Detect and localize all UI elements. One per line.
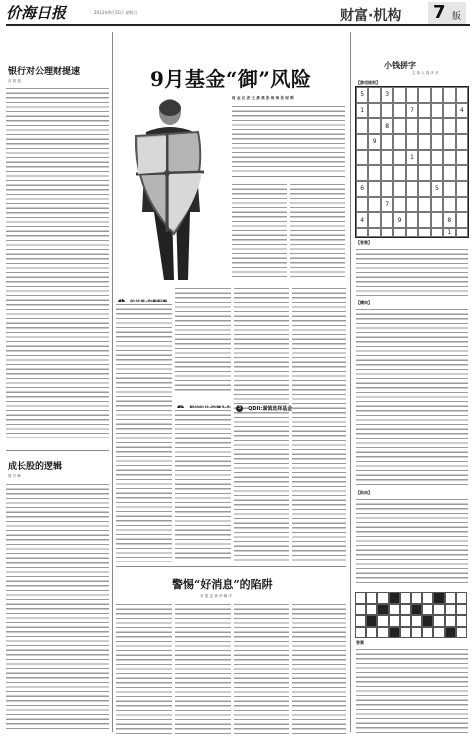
sudoku-cell[interactable] (393, 87, 405, 103)
sudoku-cell[interactable] (456, 165, 468, 181)
game-rules-label: 【游戏规则】 (356, 80, 380, 85)
sudoku-cell[interactable]: 8 (381, 118, 393, 134)
sudoku-cell[interactable] (393, 165, 405, 181)
sudoku-cell[interactable] (368, 103, 380, 119)
banner-title: 小钱拼字 (384, 60, 416, 70)
down-body (356, 497, 468, 585)
sudoku-cell[interactable] (418, 212, 430, 228)
sudoku-cell[interactable]: 9 (393, 212, 405, 228)
crossword-cell (433, 604, 444, 616)
sudoku-cell[interactable] (418, 165, 430, 181)
article1-byline: 晋 鸿 超 (8, 79, 21, 83)
sudoku-cell[interactable]: 1 (356, 103, 368, 119)
paper-name: 价海日报 (6, 4, 67, 22)
sudoku-cell[interactable] (456, 150, 468, 166)
sudoku-cell[interactable] (418, 181, 430, 197)
crossword-cell (433, 615, 444, 627)
feature-col2-top (175, 286, 231, 394)
sudoku-cell[interactable] (393, 181, 405, 197)
sudoku-cell[interactable] (368, 181, 380, 197)
sudoku-cell[interactable]: 9 (368, 134, 380, 150)
sudoku-cell[interactable] (456, 212, 468, 228)
section-title: 财富·机构 (340, 8, 402, 24)
crossword-cell (411, 604, 422, 616)
sudoku-cell[interactable] (368, 228, 380, 237)
crossword-cell (411, 592, 422, 604)
bottom-col4 (292, 602, 346, 734)
answer-label: 【答案】 (356, 240, 372, 245)
sudoku-cell[interactable] (431, 197, 443, 213)
sudoku-cell[interactable] (406, 181, 418, 197)
sudoku-cell[interactable] (356, 197, 368, 213)
crossword-cell (355, 627, 366, 639)
crossword-cell (389, 615, 400, 627)
crossword-cell (377, 627, 388, 639)
crossword-cell (389, 627, 400, 639)
sudoku-cell[interactable] (406, 228, 418, 237)
feature-col1-body (116, 302, 172, 562)
shield-illustration (116, 92, 228, 282)
feature-col3-body (234, 286, 289, 562)
sudoku-cell[interactable] (456, 87, 468, 103)
masthead-rule (6, 24, 470, 26)
column-separator-right (350, 32, 351, 732)
sudoku-cell[interactable] (443, 87, 455, 103)
crossword-cell (400, 615, 411, 627)
crossword-cell (445, 627, 456, 639)
sudoku-cell[interactable] (368, 197, 380, 213)
sudoku-cell[interactable] (418, 150, 430, 166)
crossword-cell (456, 592, 467, 604)
crossword-cell (400, 592, 411, 604)
sudoku-cell[interactable] (381, 150, 393, 166)
sudoku-cell[interactable] (443, 181, 455, 197)
sudoku-cell[interactable]: 7 (406, 103, 418, 119)
across-label: 【横向】 (356, 300, 372, 305)
bottom-col3 (234, 602, 289, 734)
sudoku-cell[interactable] (381, 181, 393, 197)
sudoku-cell[interactable]: 1 (406, 150, 418, 166)
crossword-cell (377, 604, 388, 616)
sudoku-cell[interactable] (456, 197, 468, 213)
masthead (0, 0, 476, 28)
sudoku-cell[interactable]: 4 (456, 103, 468, 119)
sudoku-cell[interactable] (381, 165, 393, 181)
left-column (6, 32, 109, 732)
down-label: 【纵向】 (356, 490, 372, 495)
sudoku-cell[interactable] (356, 228, 368, 237)
crossword-answer-text (356, 647, 468, 733)
game-banner (356, 58, 468, 78)
crossword-cell (355, 592, 366, 604)
sudoku-cell[interactable] (443, 150, 455, 166)
sudoku-cell[interactable] (431, 103, 443, 119)
crossword-answer-grid (355, 592, 467, 638)
crossword-cell (400, 604, 411, 616)
sudoku-cell[interactable] (393, 103, 405, 119)
crossword-cell (389, 592, 400, 604)
crossword-cell (422, 627, 433, 639)
crossword-cell (389, 604, 400, 616)
article2-title: 成长股的逻辑 (8, 462, 63, 472)
sudoku-cell[interactable]: 5 (431, 181, 443, 197)
sudoku-cell[interactable] (418, 87, 430, 103)
sudoku-cell[interactable] (356, 118, 368, 134)
crossword-cell (411, 627, 422, 639)
sudoku-cell[interactable] (368, 165, 380, 181)
crossword-cell (377, 615, 388, 627)
sub3 (236, 398, 292, 417)
crossword-cell (456, 604, 467, 616)
sub3-title: QDII:谨慎选择基金 (248, 406, 293, 412)
feature-headline: 9月基金“御”风险 (150, 67, 312, 91)
crossword-cell (422, 592, 433, 604)
crossword-cell (377, 592, 388, 604)
bottom-col2 (175, 602, 231, 734)
sudoku-cell[interactable] (418, 228, 430, 237)
sudoku-cell[interactable] (456, 228, 468, 237)
feature-intro-rule (232, 176, 345, 177)
crossword-cell (366, 592, 377, 604)
sudoku-cell[interactable] (418, 103, 430, 119)
sudoku-cell[interactable] (431, 150, 443, 166)
sudoku-cell[interactable]: 1 (443, 228, 455, 237)
crossword-cell (366, 615, 377, 627)
bottom-headline: 警惕“好消息”的陷阱 (172, 578, 273, 591)
sudoku-cell[interactable] (431, 118, 443, 134)
crossword-cell (355, 615, 366, 627)
crossword-cell (445, 592, 456, 604)
page-unit: 版 (452, 12, 462, 22)
article1-body (6, 86, 109, 438)
sub3-number-icon: 3 (237, 405, 242, 411)
sudoku-cell[interactable] (443, 103, 455, 119)
bottom-col1 (116, 602, 172, 734)
sudoku-cell[interactable] (368, 212, 380, 228)
crossword-cell (445, 615, 456, 627)
sudoku-cell[interactable] (443, 118, 455, 134)
sudoku-cell[interactable] (368, 150, 380, 166)
date-line: 2013年9月15日 星期日 (94, 10, 138, 15)
sudoku-cell[interactable]: 8 (443, 212, 455, 228)
crossword-cell (422, 604, 433, 616)
sudoku-cell[interactable] (393, 150, 405, 166)
sudoku-cell[interactable] (368, 118, 380, 134)
feature-col4-body (292, 286, 346, 562)
feature-col4-top (290, 182, 345, 280)
sudoku-cell[interactable]: 4 (356, 212, 368, 228)
sudoku-cell[interactable] (368, 87, 380, 103)
sudoku-cell[interactable] (456, 181, 468, 197)
sudoku-cell[interactable]: 3 (381, 87, 393, 103)
crossword-cell (366, 604, 377, 616)
sudoku-cell[interactable] (356, 150, 368, 166)
page-number-box (428, 2, 466, 24)
man-with-shield-icon (116, 92, 228, 282)
sudoku-cell[interactable] (381, 228, 393, 237)
sudoku-cell[interactable] (381, 134, 393, 150)
sudoku-cell[interactable]: 5 (356, 87, 368, 103)
sudoku-cell[interactable] (406, 118, 418, 134)
sudoku-cell[interactable] (443, 134, 455, 150)
feature-col3-top (232, 182, 287, 280)
left-divider (6, 450, 109, 451)
sudoku-cell[interactable] (406, 165, 418, 181)
sudoku-cell[interactable] (443, 197, 455, 213)
sudoku-cell[interactable] (456, 118, 468, 134)
banner-sub: 主 持 人 钱 多 多 (412, 71, 439, 75)
sudoku-cell[interactable]: 7 (381, 197, 393, 213)
feature-intro (232, 104, 345, 174)
crossword-cell (411, 615, 422, 627)
crossword-cell (456, 627, 467, 639)
sudoku-cell[interactable] (356, 134, 368, 150)
crossword-cell (422, 615, 433, 627)
sudoku-cell[interactable] (406, 212, 418, 228)
feature-bottom-rule (116, 566, 346, 567)
crossword-cell (433, 592, 444, 604)
sudoku-cell[interactable] (393, 228, 405, 237)
sudoku-cell[interactable] (393, 197, 405, 213)
sudoku-cell[interactable]: 6 (356, 181, 368, 197)
feature-byline: 财 金 记 者 王 燕 燕 张 维 维 张 树 辉 (232, 96, 294, 100)
crossword-cell (456, 615, 467, 627)
sudoku-cell[interactable] (381, 103, 393, 119)
sudoku-cell[interactable] (356, 165, 368, 181)
crossword-cell (445, 604, 456, 616)
sudoku-cell[interactable] (393, 118, 405, 134)
sudoku-cell[interactable] (443, 165, 455, 181)
article2-body (6, 482, 109, 732)
sudoku-cell[interactable] (431, 87, 443, 103)
sudoku-cell[interactable] (406, 87, 418, 103)
bottom-byline: 本 报 记 者 叶 晓 平 (200, 594, 233, 598)
column-separator-left (112, 32, 113, 732)
sudoku-cell[interactable] (418, 134, 430, 150)
answer-body (356, 247, 468, 297)
sudoku-cell[interactable] (431, 212, 443, 228)
sudoku-cell[interactable] (381, 212, 393, 228)
crossword-cell (400, 627, 411, 639)
crossword-cell (433, 627, 444, 639)
sudoku-grid[interactable] (355, 86, 469, 238)
sudoku-cell[interactable] (456, 134, 468, 150)
sudoku-cell[interactable] (406, 134, 418, 150)
page-number: 7 (433, 2, 446, 23)
feature-col2-body (175, 408, 231, 562)
sudoku-cell[interactable] (406, 197, 418, 213)
sudoku-cell[interactable] (393, 134, 405, 150)
crossword-title: 答案 (356, 640, 364, 645)
sudoku-cell[interactable] (418, 118, 430, 134)
crossword-cell (366, 627, 377, 639)
sudoku-cell[interactable] (431, 165, 443, 181)
crossword-cell (355, 604, 366, 616)
article1-title: 银行对公理财提速 (8, 67, 81, 77)
sudoku-cell[interactable] (431, 134, 443, 150)
sudoku-cell[interactable] (418, 197, 430, 213)
sudoku-cell[interactable] (431, 228, 443, 237)
across-body (356, 307, 468, 487)
article2-byline: 晨 对 峰 (8, 474, 21, 478)
